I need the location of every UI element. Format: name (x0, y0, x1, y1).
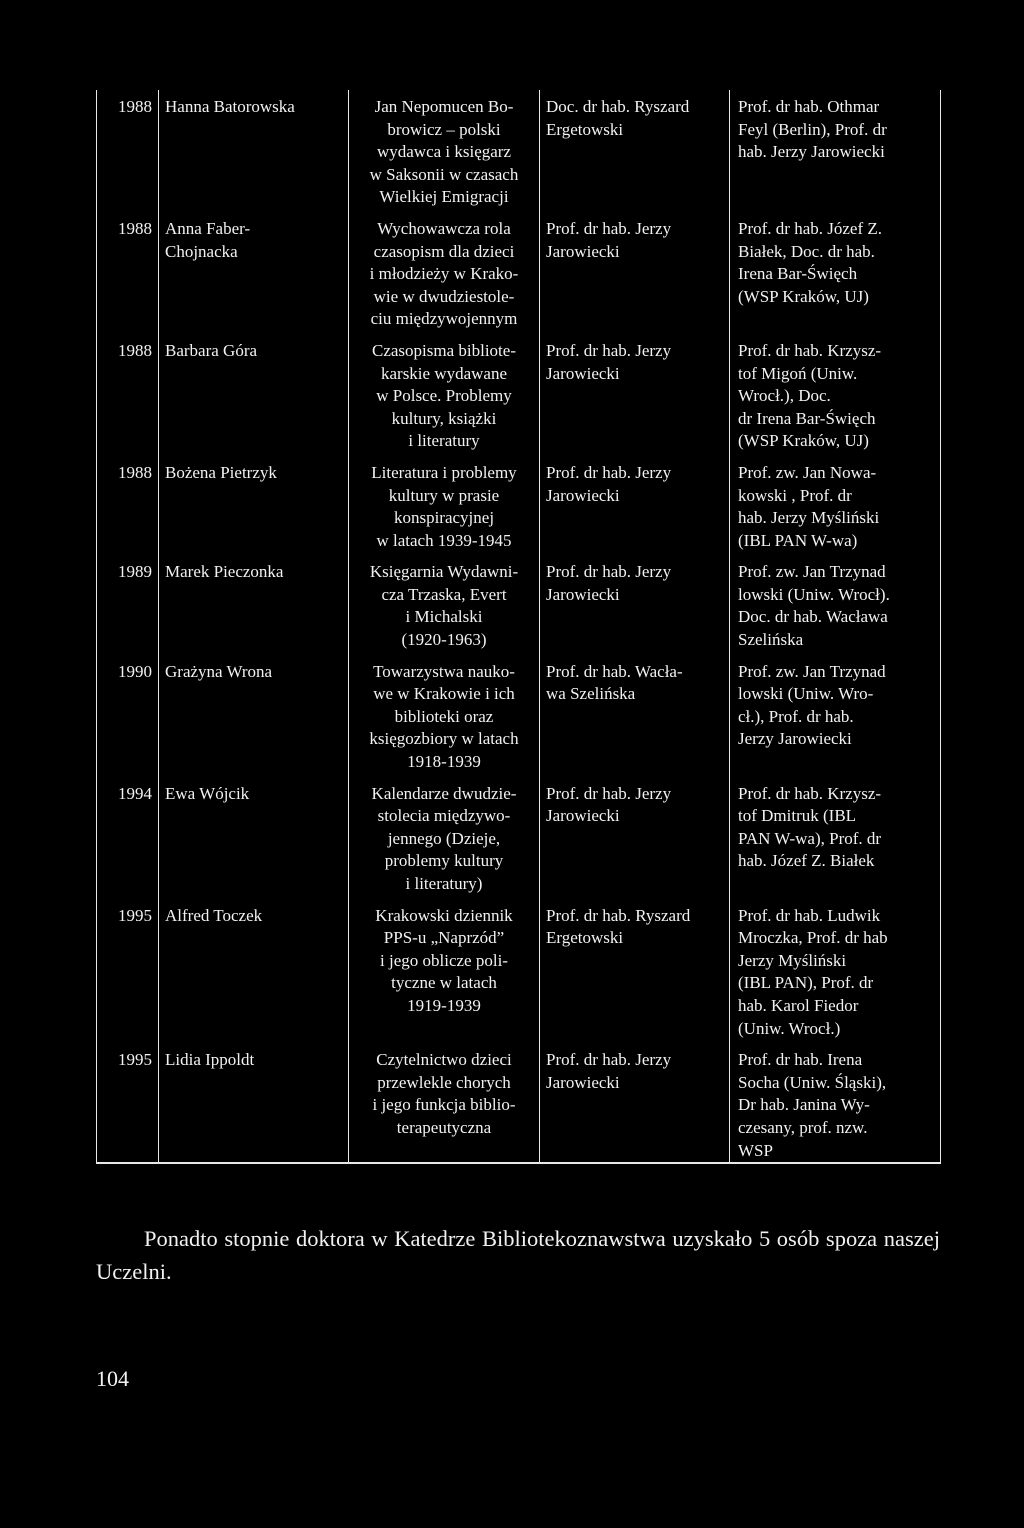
supervisor-cell: Doc. dr hab. Ryszard Ergetowski (540, 90, 730, 212)
doctorates-table-container (96, 90, 940, 1164)
reviewers-cell: Prof. zw. Jan Nowa- kowski , Prof. dr hab. Jerzy Myśliński (IBL PAN W-wa) (730, 456, 941, 555)
doctorates-table (96, 90, 941, 1164)
author-cell: Grażyna Wrona (159, 655, 349, 777)
table-row (97, 777, 941, 899)
supervisor-cell: Prof. dr hab. Jerzy Jarowiecki (540, 777, 730, 899)
reviewers-cell: Prof. dr hab. Ludwik Mroczka, Prof. dr hab Jerzy Myśliński (IBL PAN), Prof. dr hab. Karol Fiedor (Uniw. Wrocł.) (730, 899, 941, 1044)
author-cell: Lidia Ippoldt (159, 1043, 349, 1163)
dissertation-title-cell: Wychowawcza rola czasopism dla dzieci i młodzieży w Krako- wie w dwudziestole- ciu międzywojennym (349, 212, 540, 334)
reviewers-cell: Prof. zw. Jan Trzynad lowski (Uniw. Wrocł). Doc. dr hab. Wacława Szelińska (730, 555, 941, 654)
closing-paragraph: Ponadto stopnie doktora w Katedrze Bibliotekoznawstwa uzyskało 5 osób spoza naszej Uczelni. (96, 1225, 940, 1284)
page-number: 104 (96, 1366, 129, 1391)
year-cell: 1988 (97, 90, 159, 212)
table-row (97, 1043, 941, 1163)
author-cell: Anna Faber- Chojnacka (159, 212, 349, 334)
reviewers-cell: Prof. dr hab. Józef Z. Białek, Doc. dr hab. Irena Bar-Święch (WSP Kraków, UJ) (730, 212, 941, 334)
supervisor-cell: Prof. dr hab. Jerzy Jarowiecki (540, 555, 730, 654)
table-row (97, 899, 941, 1044)
author-cell: Ewa Wójcik (159, 777, 349, 899)
author-cell: Marek Pieczonka (159, 555, 349, 654)
dissertation-title-cell: Towarzystwa nauko- we w Krakowie i ich biblioteki oraz księgozbiory w latach 1918-1939 (349, 655, 540, 777)
supervisor-cell: Prof. dr hab. Jerzy Jarowiecki (540, 212, 730, 334)
reviewers-cell: Prof. dr hab. Krzysz- tof Migoń (Uniw. Wrocł.), Doc. dr Irena Bar-Święch (WSP Kraków, UJ) (730, 334, 941, 456)
table-row (97, 456, 941, 555)
year-cell: 1988 (97, 456, 159, 555)
dissertation-title-cell: Czasopisma bibliote- karskie wydawane w Polsce. Problemy kultury, książki i literatury (349, 334, 540, 456)
author-cell: Barbara Góra (159, 334, 349, 456)
year-cell: 1989 (97, 555, 159, 654)
table-row (97, 555, 941, 654)
author-cell: Alfred Toczek (159, 899, 349, 1044)
year-cell: 1995 (97, 899, 159, 1044)
table-row (97, 655, 941, 777)
supervisor-cell: Prof. dr hab. Wacła- wa Szelińska (540, 655, 730, 777)
year-cell: 1990 (97, 655, 159, 777)
supervisor-cell: Prof. dr hab. Jerzy Jarowiecki (540, 334, 730, 456)
supervisor-cell: Prof. dr hab. Jerzy Jarowiecki (540, 1043, 730, 1163)
reviewers-cell: Prof. dr hab. Othmar Feyl (Berlin), Prof. dr hab. Jerzy Jarowiecki (730, 90, 941, 212)
reviewers-cell: Prof. zw. Jan Trzynad lowski (Uniw. Wro- cł.), Prof. dr hab. Jerzy Jarowiecki (730, 655, 941, 777)
reviewers-cell: Prof. dr hab. Irena Socha (Uniw. Śląski), Dr hab. Janina Wy- czesany, prof. nzw. WSP (730, 1043, 941, 1163)
year-cell: 1995 (97, 1043, 159, 1163)
dissertation-title-cell: Czytelnictwo dzieci przewlekle chorych i jego funkcja biblio- terapeutyczna (349, 1043, 540, 1163)
year-cell: 1988 (97, 334, 159, 456)
year-cell: 1994 (97, 777, 159, 899)
table-row (97, 212, 941, 334)
reviewers-cell: Prof. dr hab. Krzysz- tof Dmitruk (IBL PAN W-wa), Prof. dr hab. Józef Z. Białek (730, 777, 941, 899)
dissertation-title-cell: Kalendarze dwudzie- stolecia międzywo- jennego (Dzieje, problemy kultury i literatury) (349, 777, 540, 899)
dissertation-title-cell: Jan Nepomucen Bo- browicz – polski wydawca i księgarz w Saksonii w czasach Wielkiej Emigracji (349, 90, 540, 212)
author-cell: Hanna Batorowska (159, 90, 349, 212)
table-row (97, 90, 941, 212)
supervisor-cell: Prof. dr hab. Ryszard Ergetowski (540, 899, 730, 1044)
dissertation-title-cell: Literatura i problemy kultury w prasie konspiracyjnej w latach 1939-1945 (349, 456, 540, 555)
table-row (97, 334, 941, 456)
year-cell: 1988 (97, 212, 159, 334)
dissertation-title-cell: Księgarnia Wydawni- cza Trzaska, Evert i Michalski (1920-1963) (349, 555, 540, 654)
dissertation-title-cell: Krakowski dziennik PPS-u „Naprzód” i jego oblicze poli- tyczne w latach 1919-1939 (349, 899, 540, 1044)
supervisor-cell: Prof. dr hab. Jerzy Jarowiecki (540, 456, 730, 555)
author-cell: Bożena Pietrzyk (159, 456, 349, 555)
